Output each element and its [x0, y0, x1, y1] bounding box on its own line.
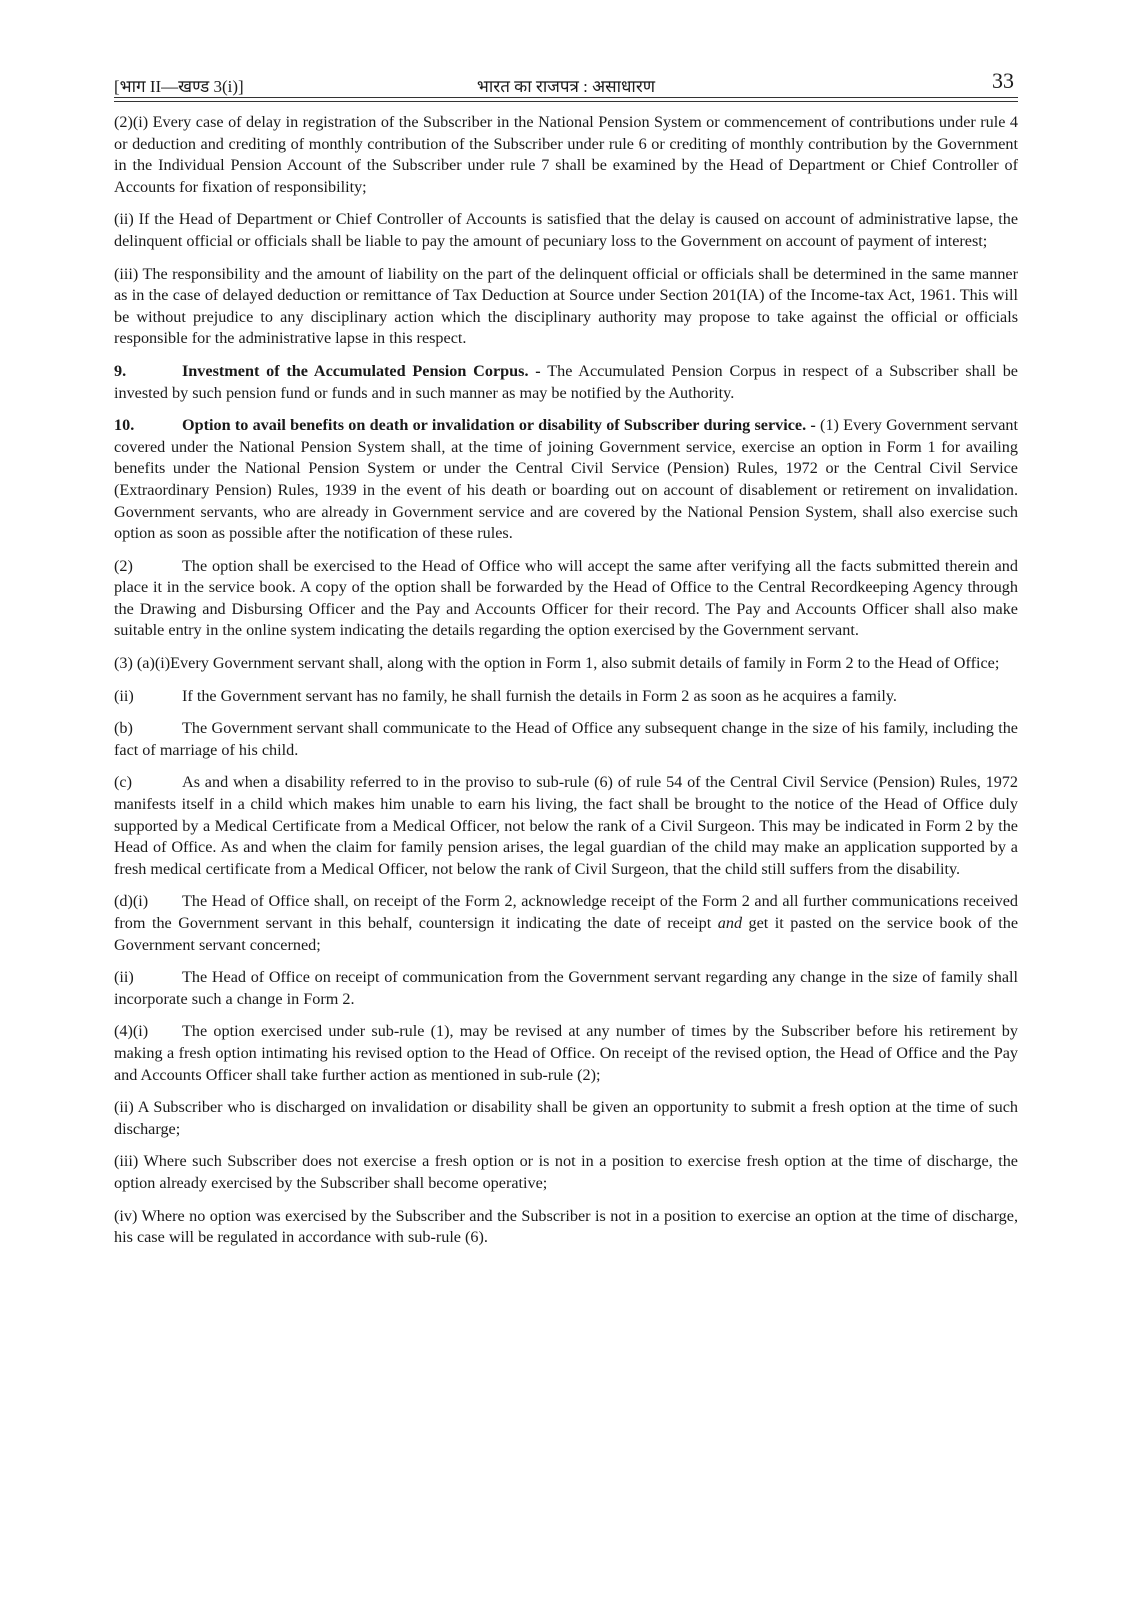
paragraph-text: Every Government servant shall, along with the option in Form 1, also submit details of family in Form 2 to the Head of Office; — [170, 654, 1000, 673]
paragraph-text: (iv) Where no option was exercised by the Subscriber and the Subscriber is not in a position to exercise an option at the time of discharge, his case will be regulated in accordance with sub-rule (6). — [114, 1206, 1018, 1247]
paragraph-label: (d)(i) — [114, 892, 149, 911]
header-gazette-title: भारत का राजपत्र : असाधारण — [476, 77, 656, 96]
section-number: 9. — [114, 361, 127, 380]
paragraph-text: The option exercised under sub-rule (1), may be revised at any number of times by the Subscriber before his retirement by making a fresh option intimating his revised option to the Head of Office. On receipt of the revised option, the Head of Office and the Pay and Accounts Officer shall take further action as mentioned in sub-rule (2); — [114, 1022, 1018, 1084]
paragraph-10-3-d-ii — [114, 967, 1018, 1010]
section-9 — [114, 361, 1018, 404]
paragraph-italic-word: and — [717, 914, 743, 932]
page-body — [114, 112, 1018, 1260]
page-number: 33 — [992, 68, 1014, 93]
section-heading: Option to avail benefits on death or invalidation or disability of Subscriber during service. - — [182, 416, 816, 435]
paragraph-text: (iii) The responsibility and the amount of liability on the part of the delinquent official or officials shall be determined in the same manner as in the case of delayed deduction or remittance of Tax Deduction at Source under Section 201(IA) of the Income-tax Act, 1961. This will be without prejudice to any disciplinary action which the disciplinary authority may propose to take against the official or officials responsible for the administrative lapse in this respect. — [114, 264, 1018, 348]
paragraph-10-3-a-i — [114, 653, 1018, 675]
paragraph-label: (ii) — [114, 968, 134, 987]
paragraph-text: (iii) Where such Subscriber does not exercise a fresh option or is not in a position to exercise fresh option at the time of discharge, the option already exercised by the Subscriber shall become operative; — [114, 1152, 1018, 1192]
section-10 — [114, 415, 1018, 545]
paragraph-10-4-iii — [114, 1151, 1018, 1194]
paragraph-text: (ii) A Subscriber who is discharged on invalidation or disability shall be given an opportunity to submit a fresh option at the time of such discharge; — [114, 1098, 1018, 1138]
paragraph-label: (c) — [114, 773, 132, 792]
paragraph-10-3-d-i — [114, 891, 1018, 956]
paragraph-label: (4)(i) — [114, 1022, 149, 1041]
paragraph-text: If the Government servant has no family, he shall furnish the details in Form 2 as soon as he acquires a family. — [182, 686, 897, 705]
paragraph-10-3-c — [114, 772, 1018, 880]
paragraph-label: (ii) — [114, 686, 134, 705]
paragraph-10-2 — [114, 556, 1018, 642]
paragraph-text: The Government servant shall communicate to the Head of Office any subsequent change in the size of his family, including the fact of marriage of his child. — [114, 719, 1018, 759]
paragraph-label: (2) — [114, 556, 133, 575]
paragraph-text: The Head of Office shall, on receipt of the Form 2, acknowledge receipt of the Form 2 and all further communications received from the Government servant in this behalf, countersign it indicating the date of receipt — [114, 892, 1018, 932]
paragraph-10-3-a-ii — [114, 686, 1018, 708]
paragraph-text: (2)(i) Every case of delay in registration of the Subscriber in the National Pension System or commencement of contributions under rule 4 or deduction and crediting of monthly contribution of the Subscriber under rule 6 or crediting of monthly contribution by the Government in the Individual Pension Account of the Subscriber under rule 7 shall be examined by the Head of Department or Chief Controller of Accounts for fixation of responsibility; — [114, 113, 1018, 196]
section-heading: Investment of the Accumulated Pension Corpus. - — [182, 361, 541, 380]
paragraph-2-ii — [114, 209, 1018, 252]
section-text: (1) Every Government servant covered under the National Pension System shall, at the time of joining Government service, exercise an option in Form 1 for availing benefits under the National Pension System or under the Central Civil Service (Pension) Rules, 1972 or the Central Civil Service (Extraordinary Pension) Rules, 1939 in the event of his death or boarding out on account of disablement or retirement on invalidation. Government servants, who are already in Government service and are covered by the National Pension System, shall also exercise such option as soon as possible after the notification of these rules. — [114, 416, 1018, 543]
paragraph-2-iii — [114, 264, 1018, 350]
header-part-section: [भाग II—खण्ड 3(i)] — [114, 77, 244, 96]
paragraph-text: The option shall be exercised to the Head of Office who will accept the same after verifying all the facts submitted therein and place it in the service book. A copy of the option shall be forwarded by the Head of Office to the Central Recordkeeping Agency through the Drawing and Disbursing Officer and the Pay and Accounts Officer for their record. The Pay and Accounts Officer shall also make suitable entry in the online system indicating the details regarding the option exercised by the Government servant. — [114, 556, 1018, 640]
section-number: 10. — [114, 416, 135, 435]
paragraph-2-i — [114, 112, 1018, 198]
paragraph-10-4-ii — [114, 1097, 1018, 1140]
paragraph-10-4-i — [114, 1021, 1018, 1086]
paragraph-text: The Head of Office on receipt of communication from the Government servant regarding any change in the size of family shall incorporate such a change in Form 2. — [114, 968, 1018, 1008]
paragraph-text-tail: get it pasted on the service book of the Government servant concerned; — [114, 914, 1018, 954]
section-text: The Accumulated Pension Corpus in respect of a Subscriber shall be invested by such pension fund or funds and in such manner as may be notified by the Authority. — [114, 361, 1018, 402]
header-rule-thick — [114, 97, 1018, 98]
page-header — [114, 70, 1018, 96]
header-rule-thin — [114, 101, 1018, 102]
paragraph-10-4-iv — [114, 1206, 1018, 1249]
paragraph-text: As and when a disability referred to in the proviso to sub-rule (6) of rule 54 of the Central Civil Service (Pension) Rules, 1972 manifests itself in a child which makes him unable to earn his living, the fact shall be brought to the notice of the Head of Office duly supported by a Medical Certificate from a Medical Officer, not below the rank of a Civil Surgeon. This may be indicated in Form 2 by the Head of Office. As and when the claim for family pension arises, the legal guardian of the child may make an application supported by a fresh medical certificate from a Medical Officer, not below the rank of Civil Surgeon, that the child still suffers from the disability. — [114, 773, 1018, 878]
paragraph-10-3-b — [114, 718, 1018, 761]
paragraph-text: (ii) If the Head of Department or Chief Controller of Accounts is satisfied that the delay is caused on account of administrative lapse, the delinquent official or officials shall be liable to pay the amount of pecuniary loss to the Government on account of payment of interest; — [114, 210, 1018, 250]
paragraph-label: (b) — [114, 719, 133, 738]
paragraph-label: (3) (a)(i) — [114, 654, 171, 673]
